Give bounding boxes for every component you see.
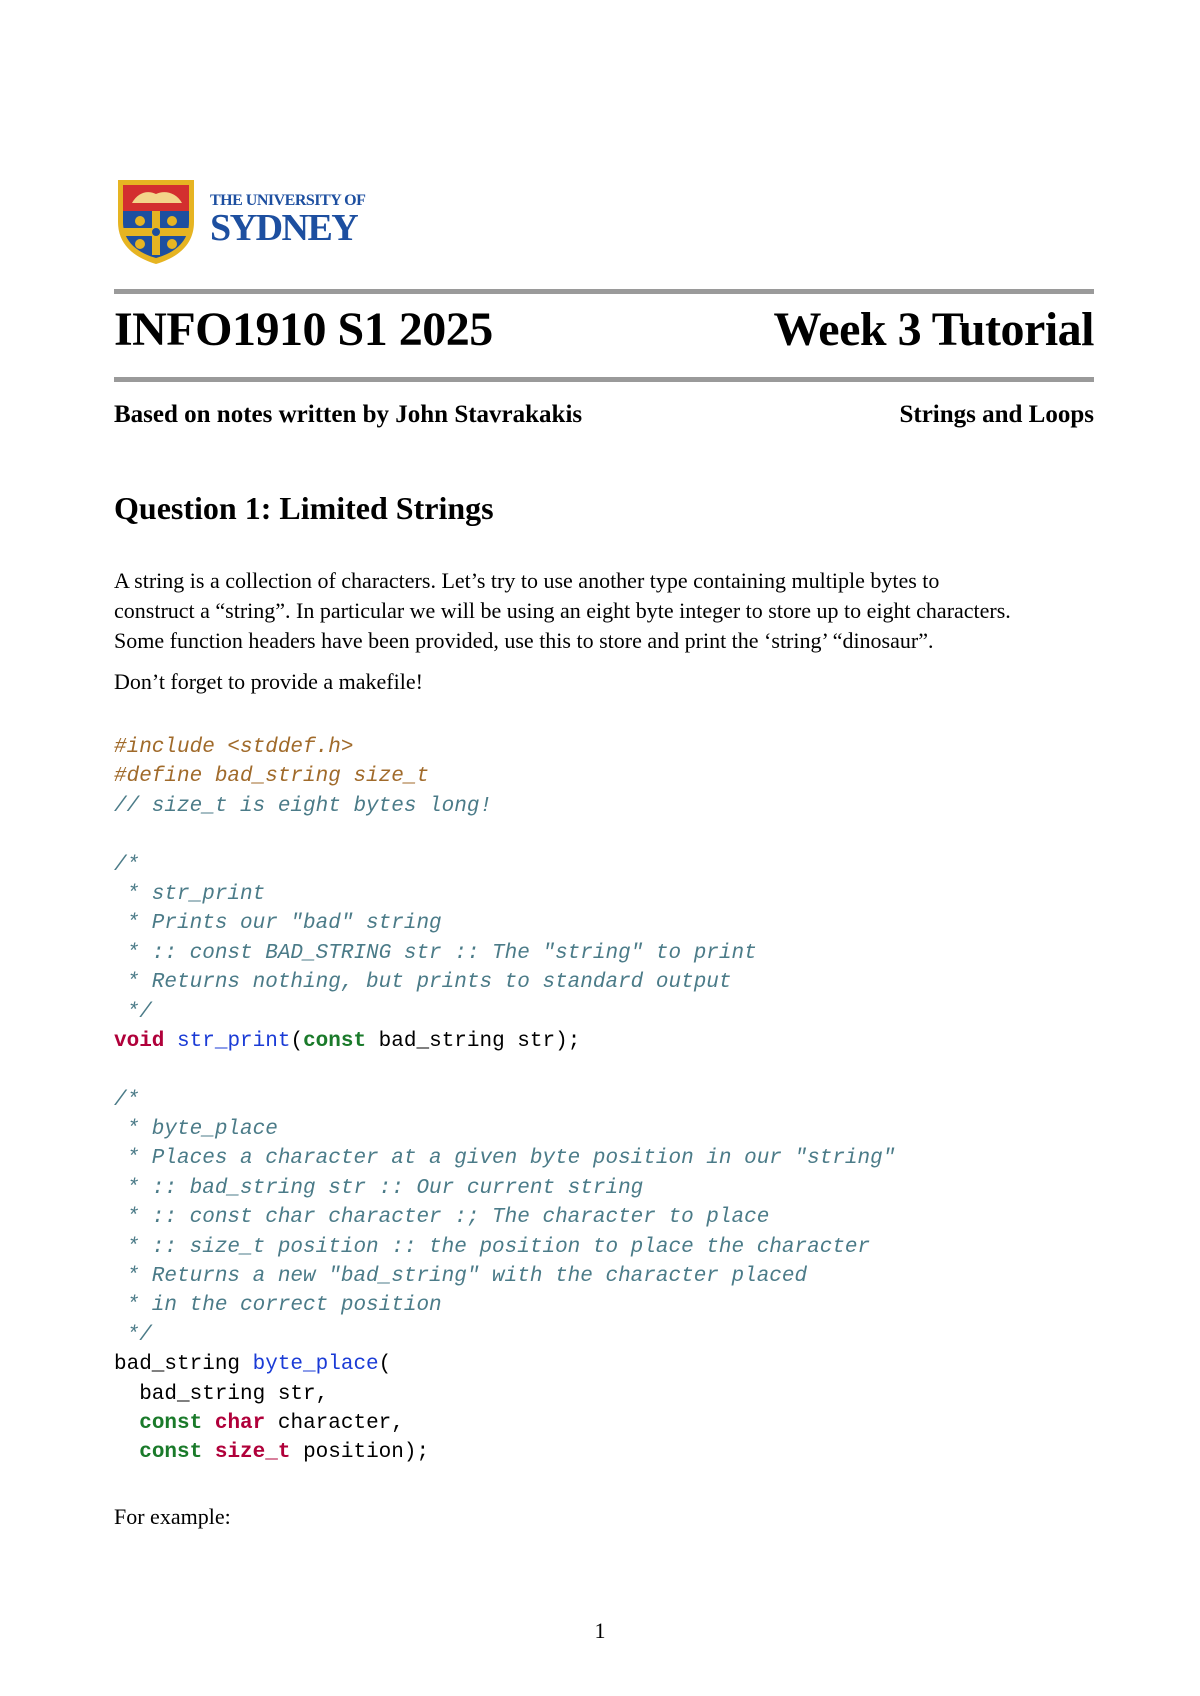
code-listing: [114, 733, 1094, 1468]
top-rule: [114, 289, 1094, 294]
code-line: [114, 939, 1094, 968]
code-line-str-print-signature: [114, 1027, 1094, 1056]
makefile-reminder: Don’t forget to provide a makefile!: [114, 669, 423, 694]
code-comment: */: [114, 1323, 152, 1347]
function-name-str-print: str_print: [177, 1029, 291, 1053]
question-paragraph: [114, 566, 1094, 656]
logo-line2: SYDNEY: [210, 207, 358, 249]
code-comment: * :: bad_string str :: Our current string: [114, 1176, 644, 1200]
code-line: [114, 733, 1094, 762]
logo-wordmark: [210, 192, 366, 249]
code-line: [114, 880, 1094, 909]
paragraph-line: A string is a collection of characters. Let’s try to use another type containing multiple bytes to: [114, 568, 940, 593]
code-line: [114, 998, 1094, 1027]
code-line: [114, 851, 1094, 880]
keyword-size-t: size_t: [214, 1441, 291, 1465]
argument-position: position);: [290, 1441, 430, 1465]
code-line-arg1: [114, 1380, 1094, 1409]
code-line-byte-place-signature: [114, 1350, 1094, 1379]
function-name-byte-place: byte_place: [252, 1353, 379, 1377]
keyword-void: void: [114, 1029, 165, 1053]
code-line: [114, 1321, 1094, 1350]
paren-open: (: [290, 1029, 304, 1053]
topic-text: Strings and Loops: [899, 401, 1094, 428]
code-comment: * str_print: [114, 882, 266, 906]
code-comment: * :: const BAD_STRING str :: The "string" to print: [114, 941, 757, 965]
code-line: [114, 1233, 1094, 1262]
code-blank-line: [114, 1056, 1094, 1085]
code-line: [114, 792, 1094, 821]
paragraph-line: Some function headers have been provided, use this to store and print the ‘string’ “dinosaur”.: [114, 628, 934, 653]
code-comment: * Returns a new "bad_string" with the character placed: [114, 1265, 808, 1289]
code-line: [114, 1144, 1094, 1173]
code-line: [114, 762, 1094, 791]
code-comment: /*: [114, 853, 140, 877]
keyword-const: const: [303, 1029, 367, 1053]
code-comment: * Returns nothing, but prints to standard output: [114, 971, 732, 995]
keyword-const: const: [139, 1411, 203, 1435]
code-comment: * :: size_t position :: the position to place the character: [114, 1235, 871, 1259]
preprocessor-include: #include <stddef.h>: [114, 736, 354, 759]
code-blank-line: [114, 821, 1094, 850]
code-line-arg3: [114, 1438, 1094, 1467]
code-comment: */: [114, 1000, 152, 1024]
code-comment: * :: const char character :; The character to place: [114, 1206, 770, 1230]
bottom-rule: [114, 377, 1094, 382]
argument-character: character,: [265, 1411, 404, 1435]
keyword-char: char: [214, 1411, 266, 1435]
code-line-arg2: [114, 1409, 1094, 1438]
keyword-const: const: [139, 1441, 203, 1465]
credit-text: Based on notes written by John Stavrakakis: [114, 401, 583, 428]
code-comment: * Places a character at a given byte position in our "string": [114, 1147, 896, 1171]
code-comment: // size_t is eight bytes long!: [114, 794, 493, 818]
code-comment: * byte_place: [114, 1118, 278, 1142]
return-type: bad_string: [114, 1353, 253, 1377]
code-comment: * Prints our "bad" string: [114, 912, 442, 936]
course-title: INFO1910 S1 2025: [114, 303, 493, 356]
code-line: [114, 1262, 1094, 1291]
title-row: [114, 302, 1094, 362]
preprocessor-define: #define bad_string size_t: [114, 765, 430, 789]
for-example-text: For example:: [114, 1504, 231, 1529]
code-line: [114, 1086, 1094, 1115]
code-comment: * in the correct position: [114, 1294, 442, 1318]
code-line: [114, 909, 1094, 938]
argument-str: bad_string str,: [114, 1382, 329, 1406]
week-title: Week 3 Tutorial: [773, 303, 1094, 356]
signature-rest: bad_string str);: [366, 1029, 581, 1053]
code-comment: /*: [114, 1088, 140, 1112]
code-line: [114, 968, 1094, 997]
logo-line1: THE UNIVERSITY OF: [210, 192, 366, 209]
paragraph-line: construct a “string”. In particular we will be using an eight byte integer to store up to eight characters.: [114, 598, 1011, 623]
code-line: [114, 1174, 1094, 1203]
paren-open: (: [378, 1353, 392, 1377]
subtitle-row: [114, 401, 1094, 431]
code-line: [114, 1203, 1094, 1232]
code-line: [114, 1291, 1094, 1320]
university-crest-icon: [114, 176, 198, 266]
question-heading: Question 1: Limited Strings: [114, 490, 494, 526]
code-line: [114, 1115, 1094, 1144]
page-number: 1: [594, 1618, 606, 1643]
university-logo: [114, 176, 374, 262]
